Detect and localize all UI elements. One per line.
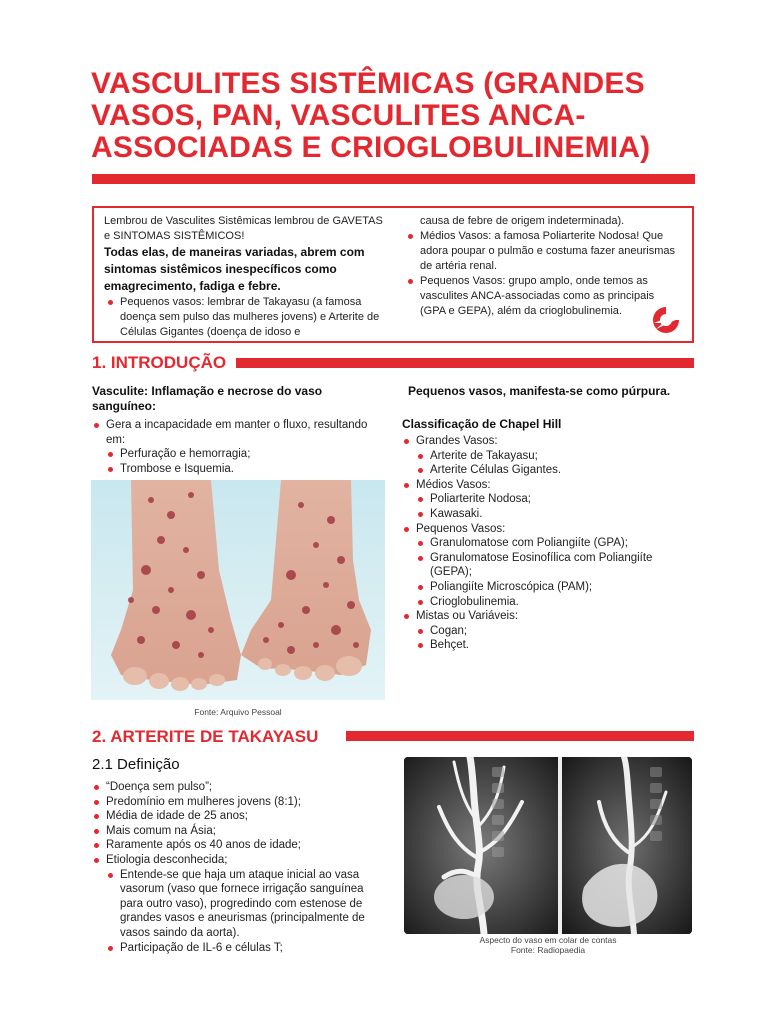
class-pequenos-vasos <box>402 522 694 610</box>
class-label: Grandes Vasos: <box>416 435 498 447</box>
angiography-xray-image <box>404 757 692 934</box>
callout-continuation: causa de febre de origem indeterminada). <box>420 215 625 227</box>
callout-intro: Lembrou de Vasculites Sistêmicas lembrou de GAVETAS e SINTOMAS SISTÊMICOS! <box>104 215 383 242</box>
section-divider-1 <box>236 358 694 368</box>
section-divider-2 <box>346 731 694 741</box>
class-item: Crioglobulinemia. <box>416 595 694 610</box>
takayasu-bullets <box>92 780 387 955</box>
class-medios-vasos <box>402 478 694 522</box>
takayasu-bullet: “Doença sem pulso”; <box>92 780 387 795</box>
xray-illustration <box>404 757 692 934</box>
class-label: Mistas ou Variáveis: <box>416 610 519 623</box>
takayasu-sub-bullet: Participação de IL-6 e células T; <box>106 941 387 956</box>
class-label: Médios Vasos: <box>416 478 491 491</box>
intro-sub-bullet: Trombose e Isquemia. <box>106 462 382 477</box>
photo-caption: Fonte: Arquivo Pessoal <box>194 707 282 717</box>
xray-caption-line-1: Aspecto do vaso em colar de contas <box>479 935 617 945</box>
callout-left-column <box>104 214 389 340</box>
class-label: Pequenos Vasos: <box>416 522 506 535</box>
takayasu-bullet: Predomínio em mulheres jovens (8:1); <box>92 795 387 810</box>
takayasu-bullet: Etiologia desconhecida; <box>92 853 387 868</box>
takayasu-bullet: Raramente após os 40 anos de idade; <box>92 838 387 853</box>
class-item: Arterite Células Gigantes. <box>416 463 694 478</box>
takayasu-sub-bullet: Entende-se que haja um ataque inicial ao vasa vasorum (vaso que fornece irrigação sanguínea para outro vaso), progredindo com estenose de grandes vasos e aneurismas (principalmente de vasos saindo da aorta). <box>106 868 387 941</box>
intro-sub-bullet: Perfuração e hemorragia; <box>106 447 382 462</box>
class-mistas <box>402 609 694 653</box>
title-divider <box>92 174 695 184</box>
class-item: Granulomatose com Poliangiíte (GPA); <box>416 536 694 551</box>
feet-photo-illustration <box>91 480 385 700</box>
feet-purpura-photo <box>91 480 385 700</box>
class-item: Arterite de Takayasu; <box>416 449 694 464</box>
intro-bullet: Gera a incapacidade em manter o fluxo, resultando em: <box>92 418 382 447</box>
intro-bullets <box>92 418 382 476</box>
takayasu-bullet: Média de idade de 25 anos; <box>92 809 387 824</box>
small-vessels-note: Pequenos vasos, manifesta-se como púrpura. <box>408 384 671 398</box>
callout-bullet-small-vessels: Pequenos Vasos: grupo amplo, onde temos as vasculites ANCA-associadas como as principais (GPA e GEPA), além da crioglobulinemia. <box>404 274 679 319</box>
section-heading-takayasu: 2. ARTERITE DE TAKAYASU <box>92 727 319 746</box>
summary-callout <box>92 206 694 343</box>
xray-caption <box>404 935 692 955</box>
callout-bold-text: Todas elas, de maneiras variadas, abrem com sintomas sistêmicos inespecíficos como emagrecimento, fadiga e febre. <box>104 245 365 293</box>
takayasu-bullet: Mais comum na Ásia; <box>92 824 387 839</box>
subsection-definicao: 2.1 Definição <box>92 756 180 773</box>
callout-bullet-large-vessels: Pequenos vasos: lembrar de Takayasu (a famosa doença sem pulso das mulheres jovens) e Arterite de Células Gigantes (doença de idoso e <box>104 295 389 340</box>
page-title: VASCULITES SISTÊMICAS (GRANDES VASOS, PAN, VASCULITES ANCA-ASSOCIADAS E CRIOGLOBULINEMIA) <box>91 67 651 164</box>
callout-right-column <box>404 214 679 319</box>
class-item: Behçet. <box>416 638 694 653</box>
chapel-hill-list <box>402 434 694 653</box>
callout-bullet-medium-vessels: Médios Vasos: a famosa Poliarterite Nodosa! Que adora poupar o pulmão e costuma fazer aneurismas de artéria renal. <box>404 229 679 274</box>
class-item: Granulomatose Eosinofílica com Poliangiíte (GEPA); <box>416 551 694 580</box>
class-item: Poliarterite Nodosa; <box>416 492 694 507</box>
class-grandes-vasos <box>402 434 694 478</box>
brand-logo-icon <box>648 305 684 335</box>
class-item: Poliangiíte Microscópica (PAM); <box>416 580 694 595</box>
vasculite-definition: Vasculite: Inflamação e necrose do vaso sanguíneo: <box>92 384 323 413</box>
xray-caption-line-2: Fonte: Radiopaedia <box>510 945 586 955</box>
chapel-hill-title: Classificação de Chapel Hill <box>402 417 562 431</box>
class-item: Kawasaki. <box>416 507 694 522</box>
section-heading-introducao: 1. INTRODUÇÃO <box>92 353 227 372</box>
class-item: Cogan; <box>416 624 694 639</box>
